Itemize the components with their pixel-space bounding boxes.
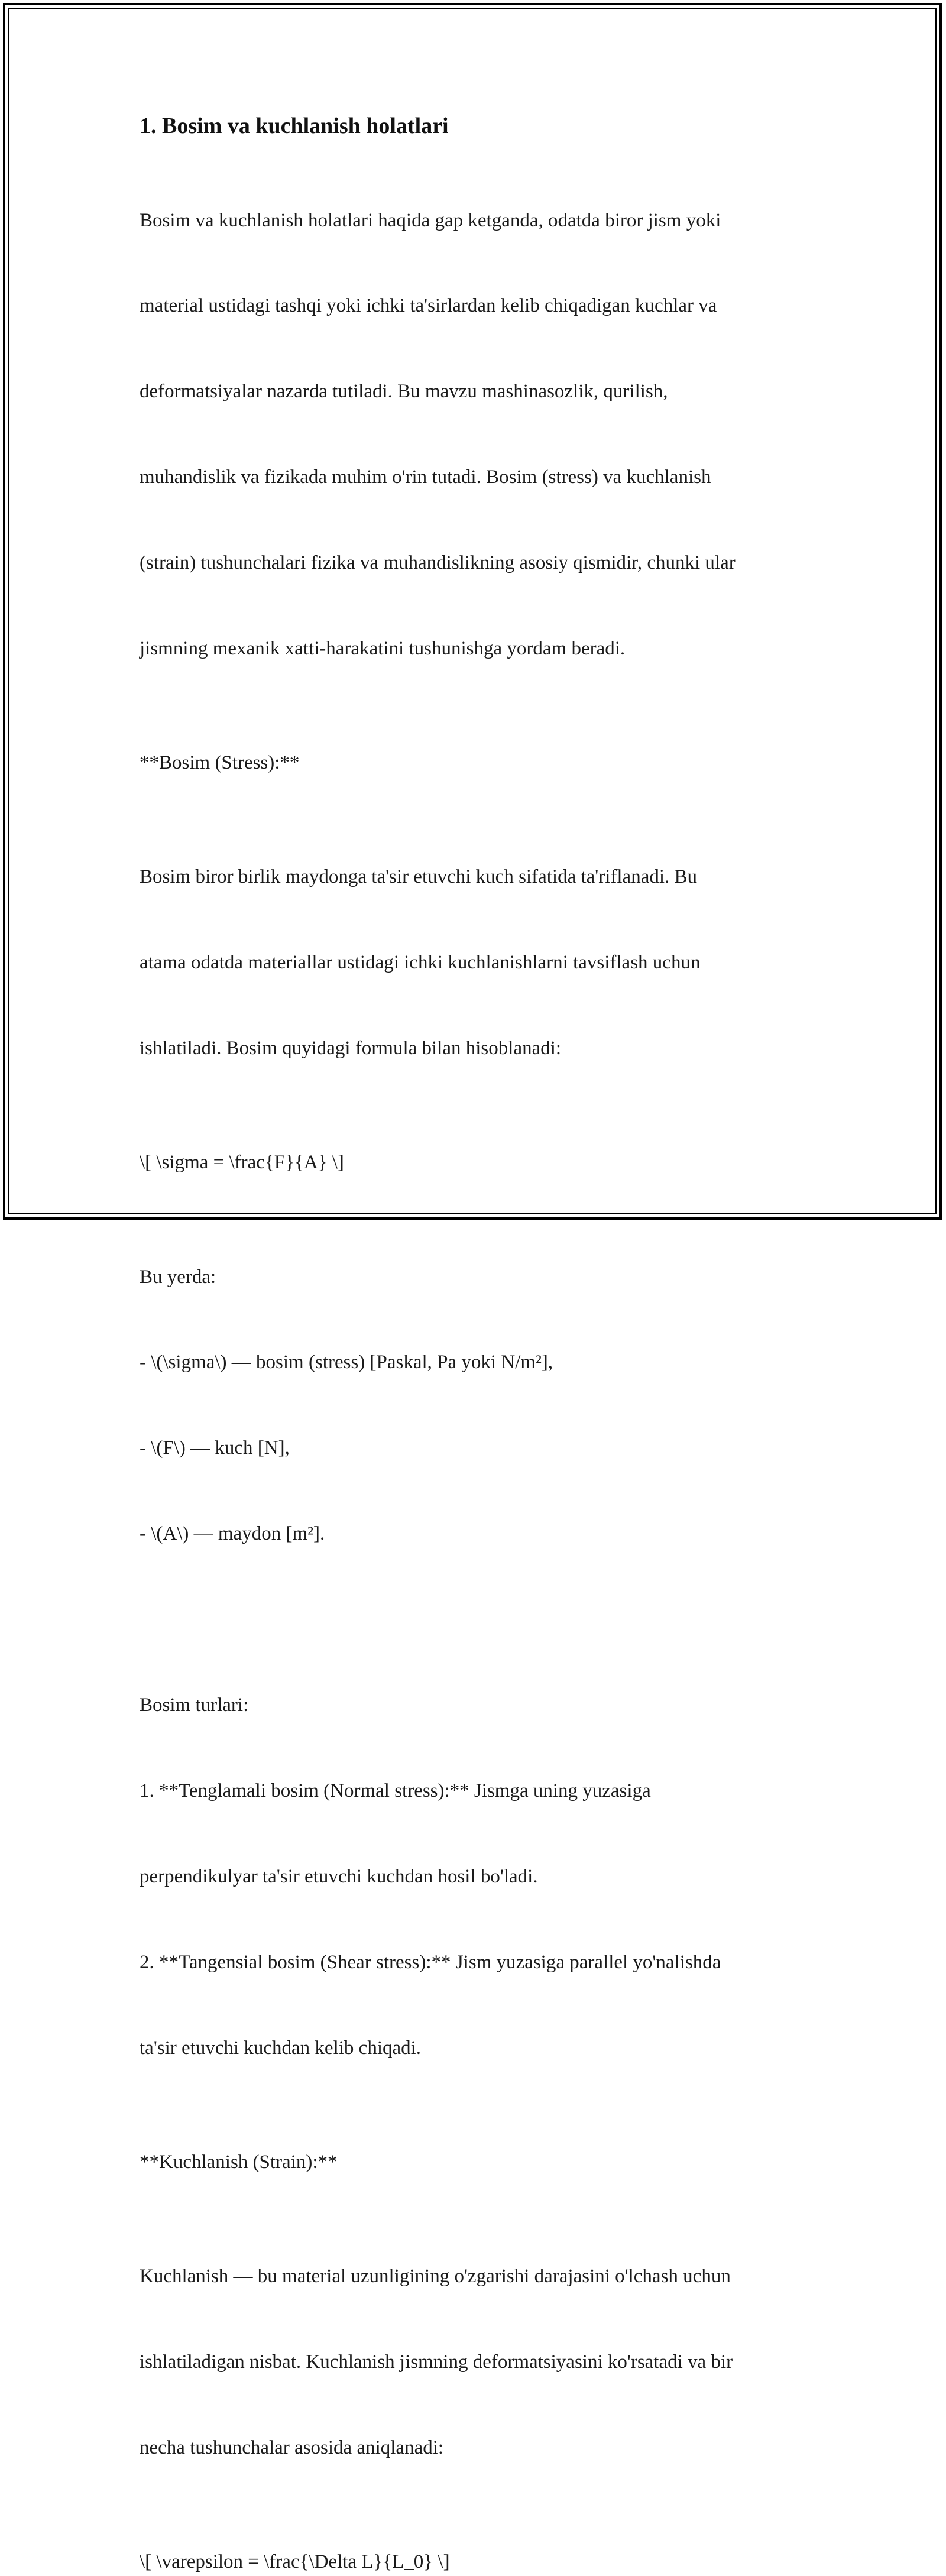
text-line: ta'sir etuvchi kuchdan kelib chiqadi. — [140, 2037, 422, 2059]
text-line: Bosim turlari: — [140, 1694, 249, 1716]
paragraph-gap — [140, 1605, 808, 1634]
stress-formula: \[ \sigma = \frac{F}{A} \] — [140, 1152, 344, 1174]
list-item: 1. **Tenglamali bosim (Normal stress):** Jismga uning yuzasiga — [140, 1780, 651, 1801]
text-line: jismning mexanik xatti-harakatini tushunishga yordam beradi. — [140, 638, 626, 660]
text-line: (strain) tushunchalari fizika va muhandislikning asosiy qismidir, chunki ular — [140, 552, 736, 574]
stress-definition — [140, 806, 808, 1120]
text-line: necha tushunchalar asosida aniqlanadi: — [140, 2436, 444, 2458]
strain-definition — [140, 2205, 808, 2519]
paragraph-gap — [140, 2519, 808, 2548]
text-line: Kuchlanish — bu material uzunligining o'zgarishi darajasini o'lchash uchun — [140, 2265, 731, 2287]
text-line: perpendikulyar ta'sir etuvchi kuchdan hosil bo'ladi. — [140, 1865, 538, 1887]
paragraph-gap — [140, 2176, 808, 2205]
list-item: - \(F\) — kuch [N], — [140, 1437, 290, 1459]
intro-paragraph — [140, 149, 808, 720]
strain-title: **Kuchlanish (Strain):** — [140, 2151, 338, 2173]
where-list — [140, 1206, 808, 1605]
list-item: - \(\sigma\) — bosim (stress) [Paskal, Pa yoki N/m²], — [140, 1352, 553, 1373]
stress-types — [140, 1634, 808, 2119]
list-item: - \(A\) — maydon [m²]. — [140, 1523, 325, 1545]
text-line: muhandislik va fizikada muhim o'rin tutadi. Bosim (stress) va kuchlanish — [140, 466, 711, 488]
paragraph-gap — [140, 720, 808, 749]
text-line: Bu yerda: — [140, 1266, 216, 1288]
stress-title: **Bosim (Stress):** — [140, 752, 300, 774]
text-line: ishlatiladigan nisbat. Kuchlanish jismning deformatsiyasini ko'rsatadi va bir — [140, 2351, 733, 2373]
paragraph-gap — [140, 1177, 808, 1206]
strain-formula: \[ \varepsilon = \frac{\Delta L}{L_0} \] — [140, 2551, 450, 2572]
paragraph-gap — [140, 2119, 808, 2147]
text-line: Bosim biror birlik maydonga ta'sir etuvchi kuch sifatida ta'riflanadi. Bu — [140, 866, 698, 888]
document-body — [140, 109, 808, 2576]
list-item: 2. **Tangensial bosim (Shear stress):** Jism yuzasiga parallel yo'nalishda — [140, 1951, 721, 1973]
text-line: Bosim va kuchlanish holatlari haqida gap ketganda, odatda biror jism yoki — [140, 209, 721, 231]
text-line: ishlatiladi. Bosim quyidagi formula bilan hisoblanadi: — [140, 1038, 562, 1059]
paragraph-gap — [140, 1120, 808, 1148]
text-line: material ustidagi tashqi yoki ichki ta'sirlardan kelib chiqadigan kuchlar va — [140, 295, 717, 317]
text-line: atama odatda materiallar ustidagi ichki kuchlanishlarni tavsiflash uchun — [140, 952, 701, 974]
section-heading: 1. Bosim va kuchlanish holatlari — [140, 114, 449, 138]
text-line: deformatsiyalar nazarda tutiladi. Bu mavzu mashinasozlik, qurilish, — [140, 381, 668, 403]
paragraph-gap — [140, 777, 808, 806]
